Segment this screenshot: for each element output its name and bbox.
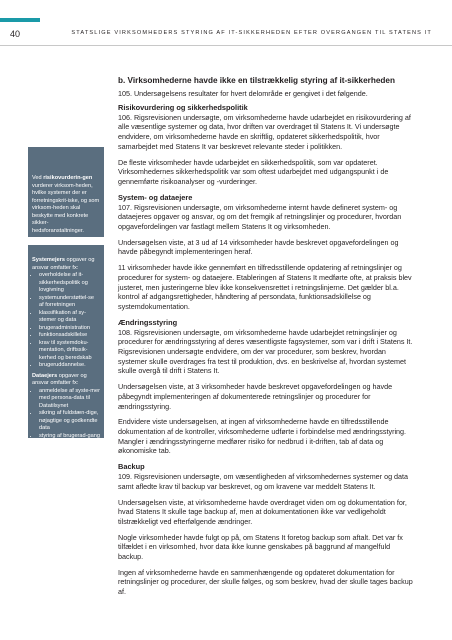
data-owner-post: opgaver og ansvar omfatter fx: [32,372,87,386]
system-owner-post: opgaver og ansvar omfatter fx: [32,257,95,271]
paragraph: Endvidere viste undersøgelsen, at ingen af virksomhederne havde en tilfredsstillende dokumentation af de kontroller, virksomhederne udførte i forbindelse med ændringsstyring. Mangler i ændringsstyringerne medfører risiko for nedbrud i it-driften, tab af data og økonomiske tab. [118,417,407,456]
page-number: 40 [9,29,20,39]
section-backup [118,462,414,597]
list-item: • klassifikation af sy-stemer og data [39,310,100,325]
subsection-title: System- og dataejere [118,192,193,202]
list-item: • funktionsadskillelse [39,332,100,340]
paragraph: Nogle virksomheder havde fulgt op på, om Statens It foretog backup som aftalt. Det var fx tilfældet i en virksomhed, hvor data ikke kunne genskabes på baggrund af mangelfuld backup. [118,532,403,562]
subsection-title: Risikovurdering og sikkerhedspolitik [118,102,248,112]
paragraph: 109. Rigsrevisionen undersøgte, om væsentligheden af virksomhedernes systemer og data samt afledte krav til backup var beskrevet, og om kravene var meddelt Statens It. [118,472,409,491]
list-item: • brugeruddannelse. [39,362,100,370]
data-owner-list [32,388,100,448]
paragraph: 108. Rigsrevisionen undersøgte, om virksomhederne havde udarbejdet retningslinjer og procedurer for ændringsstyring af deres væsentligste fagsystemer, som var i drift i Statens It. Rigsrevisionen undersøgte endvidere, om der var procedurer, som beskrev, hvordan systemer skulle overdrages fra test til produktion, dvs. en beskrivelse af, hvordan systemet skulle overgå til drift i Statens It. [118,327,413,376]
sidebar-note-risk [28,147,104,237]
list-item: • overholdelse af it-sikkerhedspolitik og lovgivning [39,272,100,295]
paragraph: Ingen af virksomhederne havde en sammenhængende og opdateret dokumentation for retningslinjer og procedurer, der skulle følges, og som beskrev, hvad der skulle tages backup af. [118,567,413,597]
paragraph: 106. Rigsrevisionen undersøgte, om virksomhederne havde udarbejdet en risikovurdering af alle væsentlige systemer og data, hvor driften var overdraget til Statens It. Vi undersøgte endvidere, om virksomhederne havde en skriftlig, opdateret sikkerhedspolitik, hvor samarbejdet med Statens It var beskrevet relevante steder i politikken. [118,112,411,151]
list-item: • styring af brugerad-gang til data. [39,433,100,448]
header-divider [0,45,452,46]
paragraph: Undersøgelsen viste, at virksomhederne havde overdraget viden om og dokumentation for, hvad Statens It skulle tage backup af, men at dokumentationen ikke var vedligeholdt tilstrækkeligt ved efterfølgende ændringer. [118,497,407,526]
data-owner-bold: Dataejers [32,372,58,379]
header-accent-bar [0,18,40,22]
section-change-management [118,318,414,456]
list-item: • systemunderstøttel-se af forretningen [39,295,100,310]
running-head: STATSLIGE VIRKSOMHEDERS STYRING AF IT-SIKKERHEDEN EFTER OVERGANGEN TIL STATENS IT [71,30,432,36]
paragraph: De fleste virksomheder havde udarbejdet en sikkerhedspolitik, som var opdateret. Virksomhedernes sikkerhedspolitik var som oftest udarbejdet med udgangspunkt i de gennemførte risikoanalyser og -vurderinger. [118,157,389,186]
list-item: • krav til systemdoku-mentation, driftssik-kerhed og beredskab [39,340,100,363]
list-item: • sikring af fuldstæn-dige, nøjagtige og godkendte data [39,410,100,433]
list-item: • anmeldelse af syste-mer med persona-data til Datatilsynet [39,388,100,411]
system-owner-list [32,272,100,370]
note-text-bold: risikovurderin-gen [43,175,93,181]
paragraph: Undersøgelsen viste, at 3 virksomheder havde beskrevet opgavefordelingen og havde påbegyndt implementeringen af dokumenterede retningslinjer og procedurer for ændringsstyring. [118,382,393,411]
system-owner-bold: Systemejers [32,257,65,263]
main-text-column [118,76,414,603]
section-risk [118,103,414,187]
paragraph: 107. Rigsrevisionen undersøgte, om virksomhederne internt havde defineret system- og dataejeres opgaver og ansvar, og om det fremgik af retningslinjer og procedurer, hvordan opgavefordelingen var fastlagt mellem Statens It og virksomheden. [118,202,402,232]
subsection-title: Backup [118,462,145,472]
sidebar-note-owners [28,245,104,446]
section-heading: b. Virksomhederne havde ikke en tilstrækkelig styring af it-sikkerheden [118,76,395,85]
note-text-post: vurderer virksom-heden, hvilke systemer der er forretningskrit-iske, og som virksom-heden skal beskytte med konkrete sikker-hedsforanstaltninger. [32,182,100,234]
section-owners [118,193,414,312]
system-owner-intro [32,257,100,272]
data-owner-intro [32,373,100,388]
paragraph: 11 virksomheder havde ikke gennemført en tilfredsstillende opdatering af retningslinjer og procedurer for system- og dataejere. Etableringen af Statens It medførte ofte, at praksis blev justeret, men justeringerne blev ikke konsekvensrettet i retningslinjerne. Det gælder bl.a. kontrol af adgangsrettigheder, håndtering af persondata, funktionsadskillelse og systemdokumentation. [118,263,412,311]
paragraph: Undersøgelsen viste, at 3 ud af 14 virksomheder havde beskrevet opgavefordelingen og havde påbegyndt implementeringen heraf. [118,237,399,257]
sidebar-note-text [32,175,100,235]
intro-paragraph: 105. Undersøgelsens resultater for hvert delområde er gengivet i det følgende. [118,89,368,98]
list-item: • brugeradministration [39,325,100,333]
subsection-title: Ændringsstyring [118,317,178,327]
note-text-pre: Ved [32,175,44,181]
